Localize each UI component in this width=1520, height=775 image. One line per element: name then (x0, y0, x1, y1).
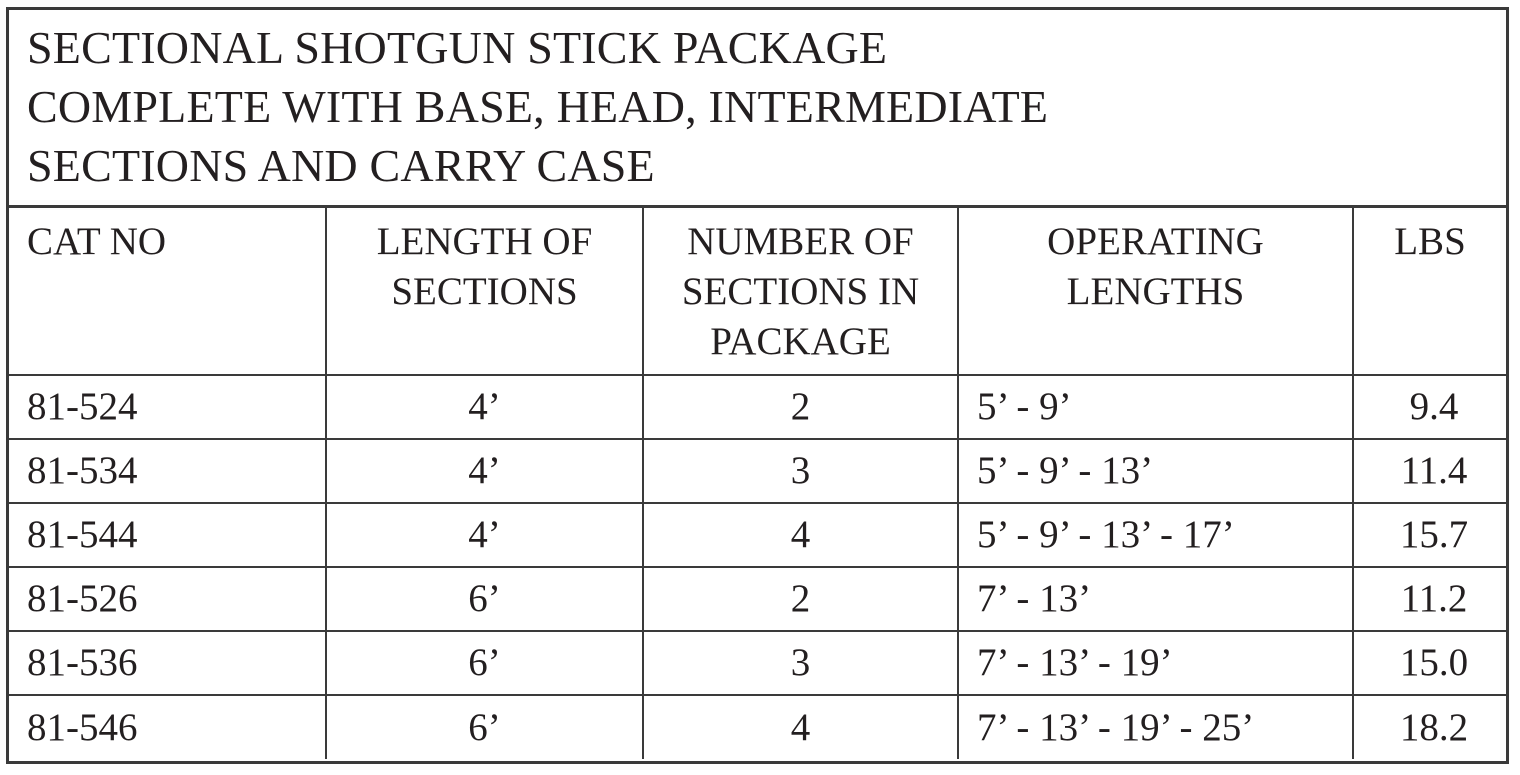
spec-sheet (6, 7, 1509, 764)
cell-operating: 5’ - 9’ - 13’ - 17’ (958, 503, 1353, 567)
cell-number: 3 (643, 631, 958, 695)
cell-lbs: 18.2 (1399, 705, 1469, 749)
header-operating-lengths: OPERATING LENGTHS (958, 208, 1353, 375)
cell-length: 6’ (326, 631, 643, 695)
table-row (9, 567, 1506, 631)
cell-length: 4’ (326, 375, 643, 439)
title-block (9, 10, 1506, 208)
title-line-2: COMPLETE WITH BASE, HEAD, INTERMEDIATE (27, 81, 1049, 132)
cell-operating: 5’ - 9’ (958, 375, 1353, 439)
cell-lbs: 11.2 (1353, 567, 1506, 631)
header-number-of-sections: NUMBER OF SECTIONS IN PACKAGE (643, 208, 958, 375)
cell-cat-no: 81-546 (9, 695, 326, 759)
product-table (9, 208, 1506, 759)
title-line-3: SECTIONS AND CARRY CASE (27, 140, 655, 191)
cell-operating: 5’ - 9’ - 13’ (958, 439, 1353, 503)
cell-length: 4’ (326, 503, 643, 567)
cell-number: 4 (643, 503, 958, 567)
table-row (9, 439, 1506, 503)
cell-length: 6’ (326, 567, 643, 631)
cell-lbs: 11.4 (1353, 439, 1506, 503)
cell-lbs: 15.0 (1353, 631, 1506, 695)
table-row (9, 695, 1506, 759)
header-cat-no: CAT NO (9, 208, 326, 375)
cell-cat-no: 81-526 (9, 567, 326, 631)
cell-lbs: 15.7 (1353, 503, 1506, 567)
cell-length: 6’ (326, 695, 643, 759)
header-lbs: LBS (1353, 208, 1506, 375)
header-length-of-sections: LENGTH OF SECTIONS (326, 208, 643, 375)
cell-number: 4 (643, 695, 958, 759)
cell-operating: 7’ - 13’ - 19’ - 25’ (958, 695, 1353, 759)
cell-cat-no: 81-524 (9, 375, 326, 439)
cell-operating: 7’ - 13’ - 19’ (958, 631, 1353, 695)
table-row (9, 631, 1506, 695)
table-row (9, 503, 1506, 567)
cell-lbs: 9.4 (1353, 375, 1506, 439)
cell-number: 2 (643, 375, 958, 439)
cell-cat-no: 81-534 (9, 439, 326, 503)
title-line-1: SECTIONAL SHOTGUN STICK PACKAGE (27, 22, 888, 73)
cell-number: 2 (643, 567, 958, 631)
table-row (9, 375, 1506, 439)
cell-operating: 7’ - 13’ (958, 567, 1353, 631)
cell-number: 3 (643, 439, 958, 503)
cell-length: 4’ (326, 439, 643, 503)
header-row (9, 208, 1506, 375)
cell-cat-no: 81-544 (9, 503, 326, 567)
cell-cat-no: 81-536 (9, 631, 326, 695)
